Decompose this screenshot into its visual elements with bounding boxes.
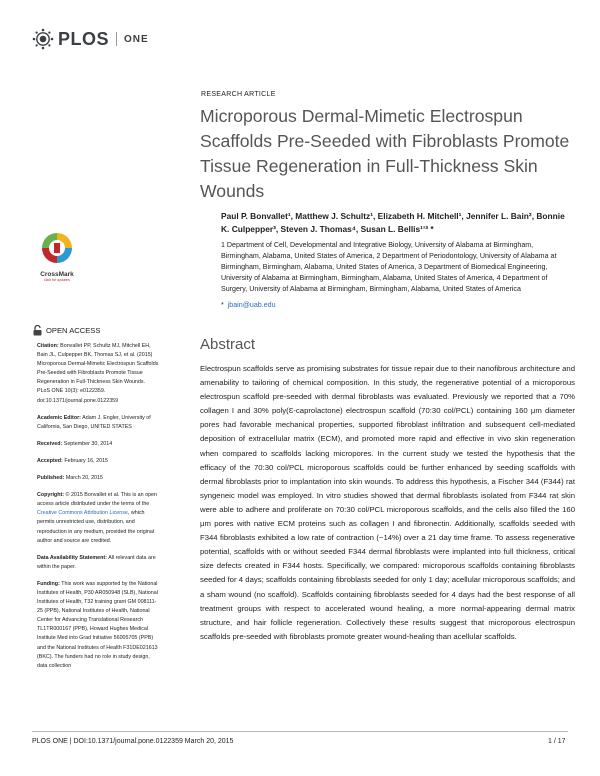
copyright-label: Copyright: [37, 492, 65, 499]
data-availability [37, 554, 159, 572]
page-number: 1 / 17 [548, 738, 566, 745]
abstract-body: Electrospun scaffolds serve as promising substrates for tissue repair due to their nanofibrous architecture and amenability to tailoring of chemical composition. In this study, the regenerative potential of a microporous electrospun scaffold pre-seeded with dermal fibroblasts was evaluated. Previously we reported that a 70% collagen I and 30% poly(Ɛ-caprolactone) electrospun scaffold (70:30 col/PCL) containing 160 μm diameter pores had favorable mechanical properties, supported fibroblast infiltration and subsequent cell-mediated deposition of extracellular matrix (ECM), and promoted more rapid and effective in vivo skin regeneration when compared to scaffolds lacking micropores. In the current study we tested the hypothesis that the efficacy of the 70:30 col/PCL microporous scaffolds could be further enhanced by seeding scaffolds with dermal fibroblasts prior to implantation into skin wounds. To address this hypothesis, a Fischer 344 (F344) rat syngeneic model was employed. In vitro studies showed that dermal fibroblasts isolated from F344 rat skin were able to adhere and proliferate on 70:30 col/PCL microporous scaffolds, and the cells also filled the 160 μm pores with native ECM proteins such as collagen I and fibronectin. Additionally, scaffolds seeded with F344 fibroblasts exhibited a low rate of contraction (~14%) over a 21 day time frame. To assess regenerative potential, scaffolds with or without seeded F344 dermal fibroblasts were implanted into full thickness, critical size defects created in F344 hosts. Specifically, we compared: microporous scaffolds containing fibroblasts seeded for 4 days; scaffolds containing fibroblasts seeded for only 1 day; acellular microporous scaffolds; and a sham wound (no scaffold). Scaffolds containing fibroblasts seeded for 4 days had the best response of all treatment groups with respect to accelerated wound healing, a more normal-appearing dermal matrix structure, and hair follicle regeneration. Collectively these results suggest that microporous electrospun scaffolds pre-seeded with fibroblasts promote greater wound-healing than acellular scaffolds. [200, 364, 575, 641]
plos-logo-icon [32, 28, 54, 50]
funding [37, 580, 159, 671]
crossmark-badge[interactable] [37, 231, 77, 282]
data-availability-label: Data Availability Statement: [37, 554, 107, 561]
citation-text: Bonvallet PP, Schultz MJ, Mitchell EH, Bain JL, Culpepper BK, Thomas SJ, et al. (2015) Microporous Dermal-Mimetic Electrospun Scaffolds Pre-Seeded with Fibroblasts Promote Tissue Regeneration in Full-Thickness Skin Wounds. PLoS ONE 10(3): e0122359. doi:10.1371/journal.pone.0122359 [37, 343, 159, 404]
published-date [37, 474, 159, 483]
editor-text: Adam J. Engler, University of California, San Diego, UNITED STATES [37, 414, 151, 430]
accepted-text: February 16, 2015 [64, 457, 109, 464]
received-label: Received: [37, 440, 63, 447]
published-label: Published: [37, 475, 65, 482]
crossmark-icon [37, 231, 77, 265]
accepted-label: Accepted: [37, 457, 63, 464]
received-text: September 30, 2014 [63, 440, 113, 447]
open-access-badge [33, 325, 100, 336]
license-link[interactable]: Creative Commons Attribution License [37, 510, 128, 517]
email-link[interactable]: jbain@uab.edu [227, 301, 276, 309]
article-metadata-sidebar [37, 342, 159, 679]
logo-brand: PLOS [58, 28, 110, 49]
logo-divider [116, 32, 117, 46]
article-title: Microporous Dermal-Mimetic Electrospun Scaffolds Pre-Seeded with Fibroblasts Promote Tissue Regeneration in Full-Thickness Skin Wounds [200, 106, 570, 201]
article-type: RESEARCH ARTICLE [201, 91, 276, 98]
published-text: March 20, 2015 [65, 475, 103, 482]
abstract-heading: Abstract [200, 336, 256, 353]
editor-label: Academic Editor: [37, 414, 81, 421]
footer-divider [32, 731, 568, 732]
open-access-label: OPEN ACCESS [46, 326, 101, 335]
citation-label: Citation: [37, 343, 59, 349]
received-date [37, 440, 159, 449]
corresponding-email [221, 301, 276, 309]
crossmark-label: CrossMark [40, 271, 74, 278]
author-list: Paul P. Bonvallet¹, Matthew J. Schultz¹, Elizabeth H. Mitchell¹, Jennifer L. Bain², Bonnie K. Culpepper³, Steven J. Thomas⁴, Susan L. Bellis¹ʼ³ * [221, 211, 565, 234]
data-availability-text: All relevant data are within the paper. [37, 554, 156, 570]
accepted-date [37, 457, 159, 466]
plos-one-logo [32, 28, 149, 50]
academic-editor [37, 414, 159, 432]
funding-text: This work was supported by the National Institutes of Health, P30 AR050948 (SLB), National Institutes of Health, T32 training grant GM 008111-25 (PPB), National Institutes of Health, National Center for Advancing Translational Research TL1TR000167 (PPB), Howard Hughes Medical Institute Med into Grad Initiative 56005705 (PPB) and the National Institutes of Health F31DE021613 (BKC). The funders had no role in study design, data collection [37, 580, 158, 669]
crossmark-sublabel: click for updates [44, 278, 70, 282]
corresponding-marker: * [221, 301, 224, 309]
open-lock-icon [33, 325, 42, 336]
logo-journal: ONE [124, 33, 149, 45]
copyright-text-end: , which permits unrestricted use, distribution, and reproduction in any medium, provided the original author and source are credited. [37, 510, 155, 544]
funding-label: Funding: [37, 580, 60, 587]
affiliations: 1 Department of Cell, Developmental and Integrative Biology, University of Alabama at Birmingham, Birmingham, Alabama, United States of America, 2 Department of Periodontology, University of Alabama at Birmingham, Birmingham, Alabama, United States of America, 3 Department of Biomedical Engineering, University of Alabama at Birmingham, Birmingham, Alabama, United States of America, 4 Department of Surgery, University of Alabama at Birmingham, Birmingham, Alabama, United States of America [221, 241, 557, 293]
footer-citation: PLOS ONE | DOI:10.1371/journal.pone.0122359 March 20, 2015 [32, 738, 234, 745]
copyright [37, 491, 159, 546]
copyright-text: © 2015 Bonvallet et al. This is an open access article distributed under the terms of the [37, 492, 157, 508]
citation [37, 342, 159, 406]
